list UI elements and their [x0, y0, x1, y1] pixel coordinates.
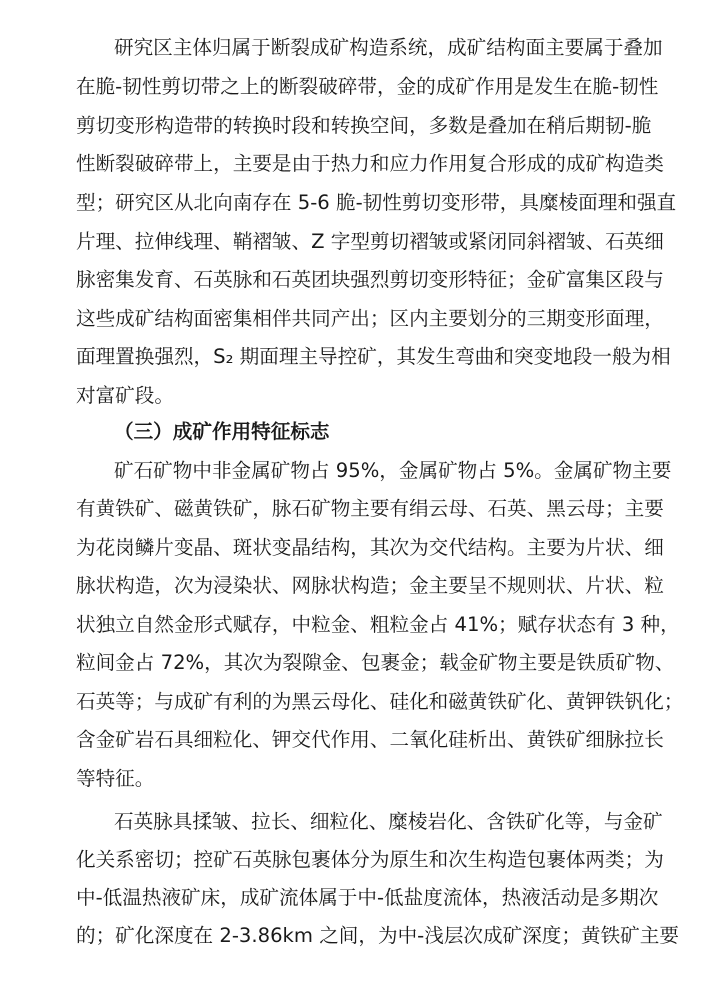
- text-line: 剪切变形构造带的转换时段和转换空间，多数是叠加在稍后期韧-脆: [76, 114, 652, 137]
- text-line: 等特征。: [76, 767, 155, 790]
- text-line: 化关系密切；控矿石英脉包裹体分为原生和次生构造包裹体两类；为: [76, 848, 664, 871]
- text-line: 脉密集发育、石英脉和石英团块强烈剪切变形特征；金矿富集区段与: [76, 268, 664, 291]
- text-line: 脉状构造，次为浸染状、网脉状构造；金主要呈不规则状、片状、粒: [76, 574, 664, 597]
- text-line: 为花岗鳞片变晶、斑状变晶结构，其次为交代结构。主要为片状、细: [76, 536, 664, 559]
- text-line: 对富矿段。: [76, 384, 174, 407]
- text-line: 粒间金占 72%，其次为裂隙金、包裹金；载金矿物主要是铁质矿物、: [76, 651, 675, 674]
- text-line: 型；研究区从北向南存在 5-6 脆-韧性剪切变形带，具糜棱面理和强直: [76, 191, 677, 214]
- text-line: 中-低温热液矿床，成矿流体属于中-低盐度流体，热液活动是多期次: [76, 886, 659, 909]
- section-heading: （三）成矿作用特征标志: [114, 420, 330, 443]
- text-line: 石英脉具揉皱、拉长、细粒化、糜棱岩化、含铁矿化等，与金矿: [114, 810, 663, 833]
- text-line: 性断裂破碎带上，主要是由于热力和应力作用复合形成的成矿构造类: [76, 152, 664, 175]
- text-line: 片理、拉伸线理、鞘褶皱、Z 字型剪切褶皱或紧闭同斜褶皱、石英细: [76, 230, 664, 253]
- text-line: 石英等；与成矿有利的为黑云母化、硅化和磁黄铁矿化、黄钾铁钒化；: [76, 690, 684, 713]
- text-line: 的；矿化深度在 2-3.86km 之间，为中-浅层次成矿深度；黄铁矿主要: [76, 924, 679, 947]
- text-line: 研究区主体归属于断裂成矿构造系统，成矿结构面主要属于叠加: [114, 36, 663, 59]
- text-line: 在脆-韧性剪切带之上的断裂破碎带，金的成矿作用是发生在脆-韧性: [76, 75, 659, 98]
- text-line: 有黄铁矿、磁黄铁矿，脉石矿物主要有绢云母、石英、黑云母；主要: [76, 497, 664, 520]
- text-line: 状独立自然金形式赋存，中粒金、粗粒金占 41%；赋存状态有 3 种，: [76, 613, 680, 636]
- text-line: 面理置换强烈，S₂ 期面理主导控矿，其发生弯曲和突变地段一般为相: [76, 345, 671, 368]
- text-line: 矿石矿物中非金属矿物占 95%，金属矿物占 5%。金属矿物主要: [114, 459, 672, 482]
- text-line: 含金矿岩石具细粒化、钾交代作用、二氧化硅析出、黄铁矿细脉拉长: [76, 728, 664, 751]
- text-line: 这些成矿结构面密集相伴共同产出；区内主要划分的三期变形面理，: [76, 307, 664, 330]
